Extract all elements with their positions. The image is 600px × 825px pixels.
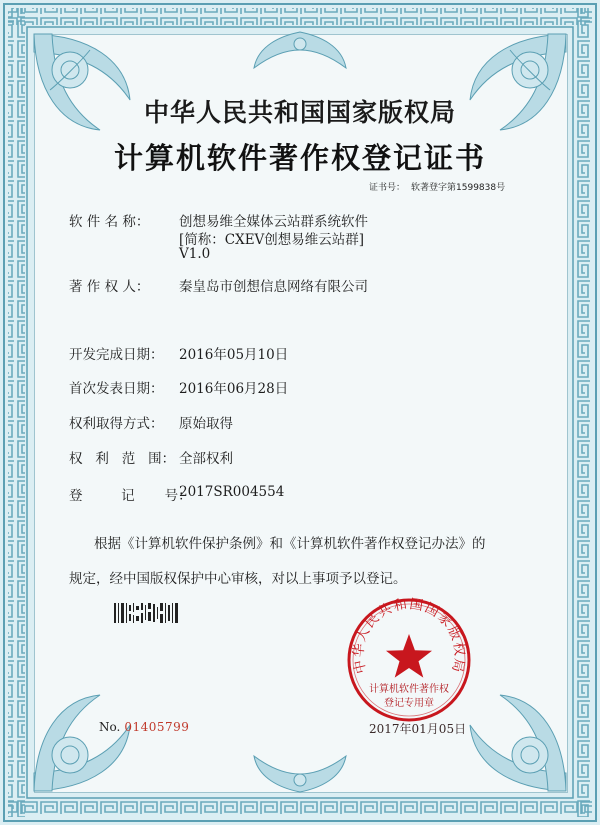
dev-date-value: 2016年05月10日 <box>179 347 289 363</box>
seal-inscription-1: 计算机软件著作权 <box>369 684 449 695</box>
issue-date: 2017年01月05日 <box>369 722 467 736</box>
scope-label: 权 利 范 围： <box>69 451 176 467</box>
official-seal <box>345 596 473 724</box>
field-publication-date <box>69 377 289 397</box>
method-label: 权利取得方式： <box>69 416 164 432</box>
scope-value: 全部权利 <box>179 451 233 467</box>
pub-date-value: 2016年06月28日 <box>179 381 289 397</box>
field-copyright-owner <box>69 275 368 295</box>
certificate-title: 计算机软件著作权登记证书 <box>113 141 486 175</box>
software-name-value: 创想易维全媒体云站群系统软件 <box>179 214 368 230</box>
field-software-name <box>69 210 368 262</box>
legal-basis-paragraph-1: 根据《计算机软件保护条例》和《计算机软件著作权登记办法》的 <box>94 536 486 552</box>
certificate-number-value: 软著登字第1599838号 <box>411 183 506 193</box>
certificate-number-label: 证书号： <box>369 183 406 193</box>
dev-date-label: 开发完成日期： <box>69 347 164 363</box>
seal-inscription-2: 登记专用章 <box>384 698 434 709</box>
software-short-name: [简称：CXEV创想易维云站群] <box>179 232 365 248</box>
owner-value: 秦皇岛市创想信息网络有限公司 <box>179 279 368 295</box>
certificate-number <box>369 180 511 193</box>
reg-label: 登 记 号： <box>69 488 192 504</box>
field-registration-number <box>69 484 285 504</box>
top-center-ornament <box>250 28 350 72</box>
owner-label: 著 作 权 人： <box>69 279 150 295</box>
field-rights-scope <box>69 447 233 467</box>
serial-label: No. <box>99 720 121 734</box>
legal-basis-paragraph-2: 规定，经中国版权保护中心审核，对以上事项予以登记。 <box>69 571 407 587</box>
seal-ring-text: 中华人民共和国国家版权局 <box>350 596 468 676</box>
corner-ornament-bottom-left <box>30 685 140 795</box>
seal-star-icon <box>386 634 432 678</box>
issuing-authority: 中华人民共和国国家版权局 <box>143 98 456 127</box>
serial-number <box>99 720 189 734</box>
corner-ornament-bottom-right <box>460 685 570 795</box>
bottom-center-ornament <box>250 752 350 796</box>
software-version: V1.0 <box>179 246 211 262</box>
barcode-image <box>113 602 179 624</box>
field-acquisition-method <box>69 412 233 432</box>
method-value: 原始取得 <box>179 416 233 432</box>
pub-date-label: 首次发表日期： <box>69 381 164 397</box>
software-name-label: 软 件 名 称： <box>69 214 150 230</box>
reg-value: 2017SR004554 <box>179 484 285 500</box>
serial-value: 01405799 <box>124 720 190 734</box>
field-development-date <box>69 343 289 363</box>
